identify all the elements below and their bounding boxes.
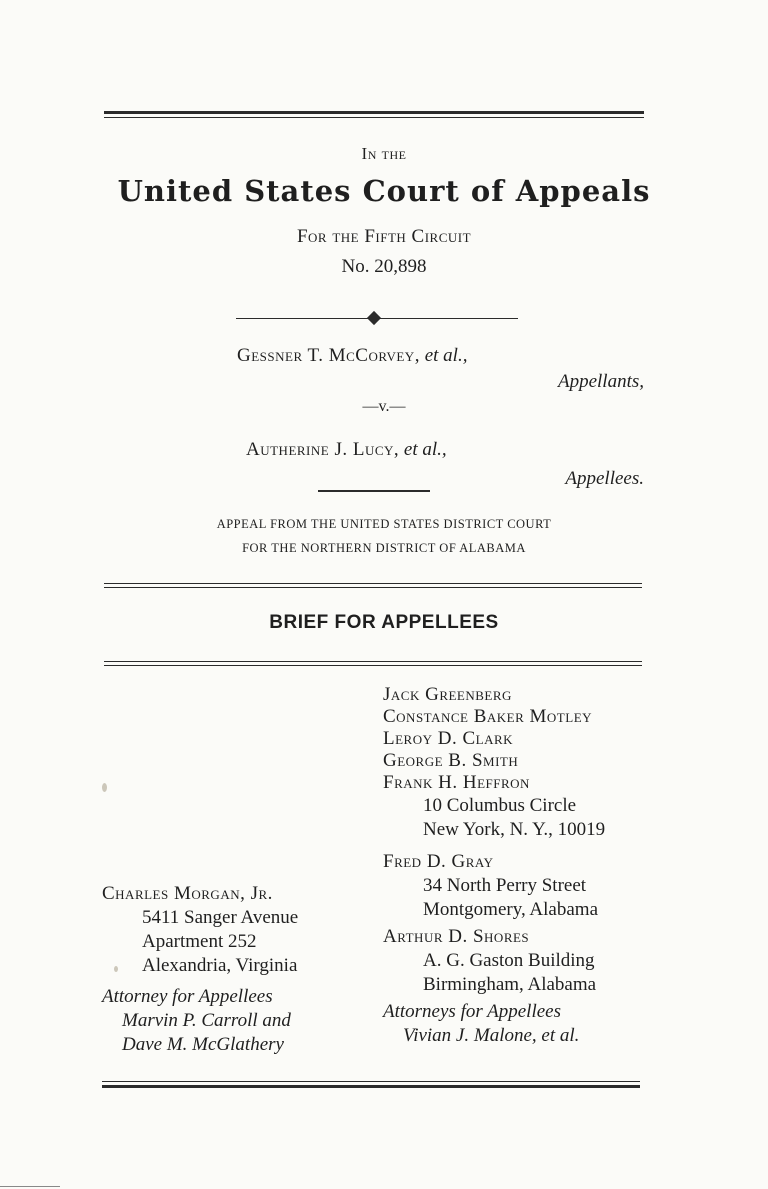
paper-speck	[102, 783, 107, 792]
ornament-diamond	[367, 311, 381, 325]
page-edge-mark	[0, 1186, 60, 1187]
bottom-rule-thick	[102, 1085, 640, 1088]
address-line: Montgomery, Alabama	[423, 899, 599, 920]
versus: —v.—	[362, 398, 406, 415]
court-name: United States Court of Appeals	[117, 174, 651, 208]
brief-title: BRIEF FOR APPELLEES	[269, 612, 499, 633]
address-line: 34 North Perry Street	[423, 875, 587, 896]
client-left: Marvin P. Carroll and	[122, 1010, 291, 1031]
top-rule-thin	[104, 117, 644, 118]
attorney-name: Arthur D. Shores	[383, 926, 530, 947]
attorney-name: Jack Greenberg	[383, 684, 512, 705]
bottom-rule-thin	[102, 1081, 640, 1082]
clients-right: Vivian J. Malone, et al.	[403, 1025, 580, 1046]
address-line: Apartment 252	[142, 931, 257, 952]
case-number: No. 20,898	[341, 256, 427, 277]
counsel-gray	[383, 850, 598, 922]
appellant-role: Appellants,	[557, 371, 644, 392]
paper-speck	[114, 966, 118, 972]
address-line: Alexandria, Virginia	[142, 955, 298, 976]
attorney-for: Attorney for Appellees	[102, 986, 273, 1007]
in-the-caption: In the	[361, 144, 407, 163]
mid-rule-2	[104, 587, 642, 588]
appellant-line	[237, 344, 467, 368]
address-line: 10 Columbus Circle	[423, 795, 577, 816]
appeal-line-1: APPEAL FROM THE UNITED STATES DISTRICT COURT	[216, 517, 552, 531]
mid-rule-1	[104, 583, 642, 584]
attorney-name: Constance Baker Motley	[383, 706, 593, 727]
short-rule	[318, 490, 430, 492]
appeal-line-2: FOR THE NORTHERN DISTRICT OF ALABAMA	[242, 541, 526, 555]
attorney-name: Charles Morgan, Jr.	[102, 883, 273, 904]
circuit-caption: For the Fifth Circuit	[296, 226, 472, 247]
counsel-shores	[383, 925, 596, 997]
appellee-role: Appellees.	[565, 468, 644, 489]
address-line: Birmingham, Alabama	[423, 974, 597, 995]
appellee-etal: et al.,	[403, 439, 447, 460]
address-line: New York, N. Y., 10019	[423, 819, 606, 840]
attorney-name: Fred D. Gray	[383, 851, 494, 872]
counsel-left	[102, 882, 298, 1057]
appellant-etal: et al.,	[424, 345, 468, 366]
attorney-name: George B. Smith	[383, 750, 519, 771]
appellee-line	[246, 438, 447, 462]
client-left: Dave M. McGlathery	[122, 1034, 284, 1055]
mid-rule-4	[104, 665, 642, 666]
counsel-right	[383, 684, 605, 842]
attorney-name: Leroy D. Clark	[383, 728, 514, 749]
top-rule-thick	[104, 111, 644, 114]
appellee-name: Autherine J. Lucy,	[246, 439, 400, 460]
counsel-right-role	[383, 1000, 579, 1048]
appellant-name: Gessner T. McCorvey,	[237, 345, 420, 366]
mid-rule-3	[104, 661, 642, 662]
attorneys-for: Attorneys for Appellees	[383, 1001, 562, 1022]
attorney-name: Frank H. Heffron	[383, 772, 530, 793]
address-line: 5411 Sanger Avenue	[142, 907, 299, 928]
address-line: A. G. Gaston Building	[423, 950, 595, 971]
